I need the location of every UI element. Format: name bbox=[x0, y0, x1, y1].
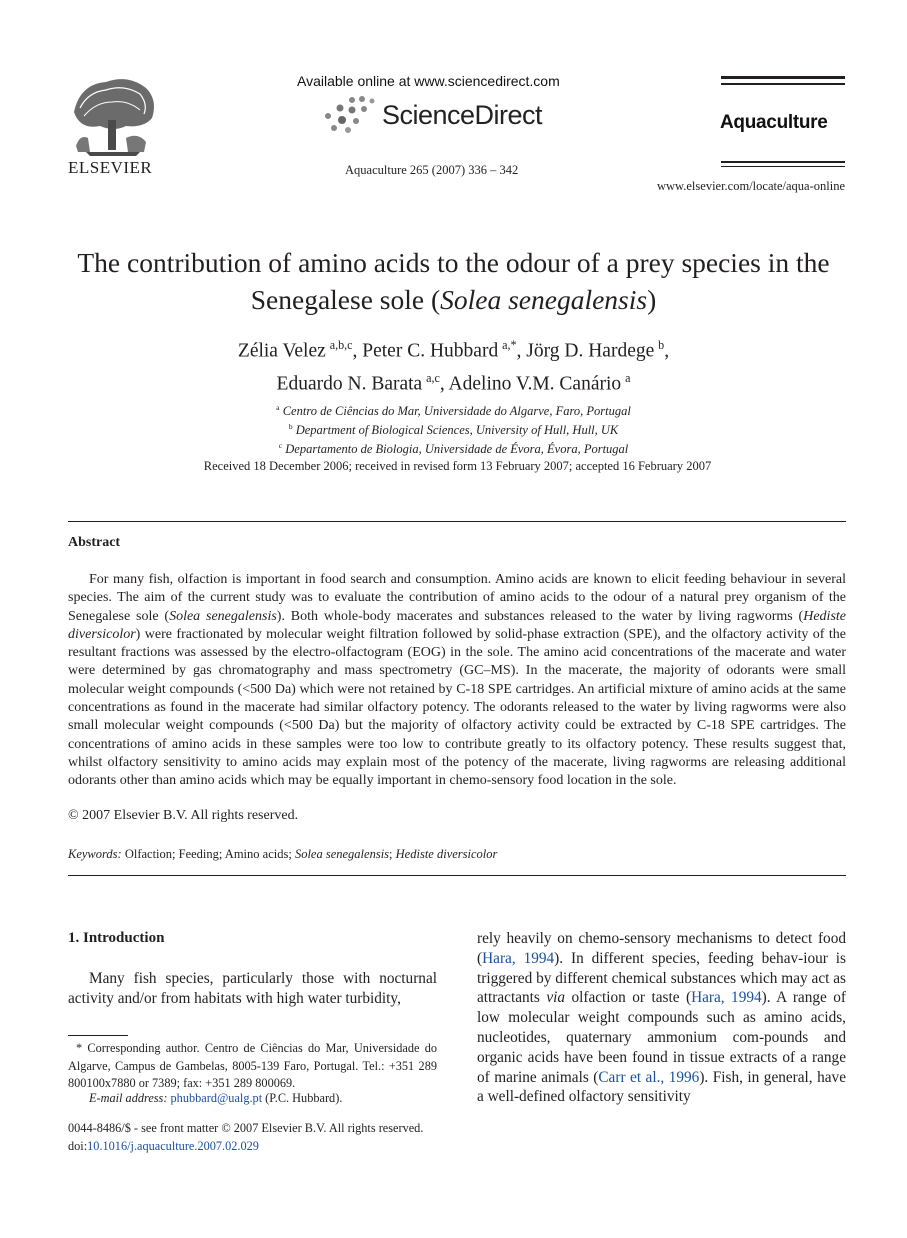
author-name[interactable]: Adelino V.M. Canário bbox=[448, 373, 622, 394]
affiliation-b: $^b$ Department of Biological Sciences, University of Hull, Hull, UK bbox=[288, 422, 619, 438]
author-name[interactable]: Eduardo N. Barata bbox=[276, 373, 423, 394]
doi-line: doi:10.1016/j.aquaculture.2007.02.029 bbox=[68, 1139, 259, 1153]
authors-line-2: Eduardo N. Barata $^{a,c}$, Adelino V.M. Canário $^a$ bbox=[276, 370, 631, 394]
journal-rule-top bbox=[721, 76, 845, 79]
abstract-rule-top bbox=[68, 521, 846, 522]
affiliations bbox=[40, 400, 867, 457]
sciencedirect-logo bbox=[320, 96, 560, 136]
abstract-copyright: © 2007 Elsevier B.V. All rights reserved. bbox=[68, 808, 299, 823]
intro-left-column: Many fish species, particularly those with nocturnal activity and/or from habitats with high water turbidity, bbox=[68, 970, 437, 1007]
article-title bbox=[40, 244, 867, 318]
author-name[interactable]: Zélia Velez bbox=[237, 340, 326, 362]
authors-line-1: Zélia Velez $^{a,b,c}$, Peter C. Hubbard $^{a,*}$, Jörg D. Hardege $^b$, bbox=[237, 338, 670, 362]
journal-rule-bottom bbox=[721, 161, 845, 163]
abstract-text: For many fish, olfaction is important in food search and consumption. Amino acids are known to elicit feeding behaviour in several species. The aim of the current study was to evaluate the contribution of amino acids to the odour of a natural prey organism of the Senegalese sole (Solea senegalensis). Both whole-body macerates and substances released to the water by living ragworms (Hediste diversicolor) were fractionated by molecular weight filtration followed by solid-phase extraction (SPE), and the olfactory activity of the resultant fractions was assessed by the electro-olfactogram (EOG) in the sole. The amino acid concentrations of the macerate and water were determined by gas chromatography and mass spectrometry (GC–MS). In the macerate, the majority of odorants were small molecular weight compounds (<500 Da) which were not retained by C-18 SPE cartridges. An artificial mixture of amino acids at the same concentrations as found in the macerate had similar olfactory potency. The odorants released to the water by living ragworms were also small molecular weight compounds (<500 Da) but the majority of olfactory activity could be extracted by C-18 SPE cartridges. The concentrations of amino acids in these samples were too low to contribute greatly to its olfactory potency. These results suggest that, whilst olfactory sensitivity to amino acids may explain most of the potency of the macerate, living ragworms are releasing additional odorants other than amino acids which may be equally important in chemo-sensory food location in the sole. bbox=[68, 572, 846, 789]
affiliation-a: $^a$ Centro de Ciências do Mar, Universidade do Algarve, Faro, Portugal bbox=[276, 403, 631, 419]
reference-link[interactable]: Hara, 1994 bbox=[691, 989, 762, 1007]
doi-link[interactable]: 10.1016/j.aquaculture.2007.02.029 bbox=[87, 1139, 259, 1153]
sciencedirect-wordmark: ScienceDirect bbox=[382, 100, 543, 130]
email-footnote: E-mail address: phubbard@ualg.pt (P.C. Hubbard). bbox=[89, 1091, 343, 1105]
journal-rule-2 bbox=[721, 83, 845, 85]
publisher-name: ELSEVIER bbox=[68, 158, 153, 177]
email-link[interactable]: phubbard@ualg.pt bbox=[170, 1091, 263, 1105]
title-line-2: Senegalese sole (Solea senegalensis) bbox=[250, 284, 657, 315]
sciencedirect-dots-icon bbox=[320, 96, 382, 134]
issn-line: 0044-8486/$ - see front matter © 2007 Elsevier B.V. All rights reserved. bbox=[68, 1121, 424, 1135]
author-list bbox=[40, 332, 867, 397]
section-heading-introduction: 1. Introduction bbox=[68, 930, 165, 946]
journal-name: Aquaculture bbox=[720, 112, 828, 133]
footnote-rule bbox=[68, 1035, 128, 1036]
journal-rule-bottom-2 bbox=[721, 166, 845, 167]
affiliation-c: $^c$ Departamento de Biologia, Universidade de Évora, Évora, Portugal bbox=[278, 441, 629, 457]
front-matter bbox=[68, 1119, 488, 1155]
intro-right-column: rely heavily on chemo-sensory mechanisms to detect food (Hara, 1994). In different species, feeding behav-iour is triggered by different chemical substances which may act as attractants via olfaction or taste (Hara, 1994). A range of low molecular weight compounds such as amino acids, nucleotides, quaternary ammonium com-pounds and organic acids have been found in tissue extracts of a range of marine animals (Carr et al., 1996). Fish, in general, have a well-defined olfactory sensitivity bbox=[477, 930, 846, 1106]
abstract-heading: Abstract bbox=[68, 535, 121, 550]
available-online-text: Available online at www.sciencedirect.com bbox=[297, 73, 560, 89]
received-dates: Received 18 December 2006; received in revised form 13 February 2007; accepted 16 February 2007 bbox=[203, 459, 712, 473]
title-line-1: The contribution of amino acids to the odour of a prey species in the bbox=[77, 247, 830, 278]
journal-citation: Aquaculture 265 (2007) 336 – 342 bbox=[345, 163, 519, 177]
journal-url[interactable]: www.elsevier.com/locate/aqua-online bbox=[656, 179, 845, 193]
reference-link[interactable]: Hara, 1994 bbox=[482, 949, 555, 967]
corresponding-author-footnote: * Corresponding author. Centro de Ciências do Mar, Universidade do Algarve, Campus de Gambelas, 8005-139 Faro, Portugal. Tel.: +351 289 800100x7880 or 7389; fax: +351 289 800069. bbox=[68, 1041, 437, 1090]
author-name[interactable]: Peter C. Hubbard bbox=[362, 340, 499, 362]
elsevier-logo bbox=[66, 72, 160, 178]
abstract-rule-bottom bbox=[68, 875, 846, 876]
author-name[interactable]: Jörg D. Hardege bbox=[526, 340, 655, 362]
elsevier-tree-icon bbox=[66, 72, 160, 158]
reference-link[interactable]: Carr et al., 1996 bbox=[598, 1068, 700, 1086]
keywords: Keywords: Olfaction; Feeding; Amino acids; Solea senegalensis; Hediste diversicolor bbox=[68, 847, 498, 861]
